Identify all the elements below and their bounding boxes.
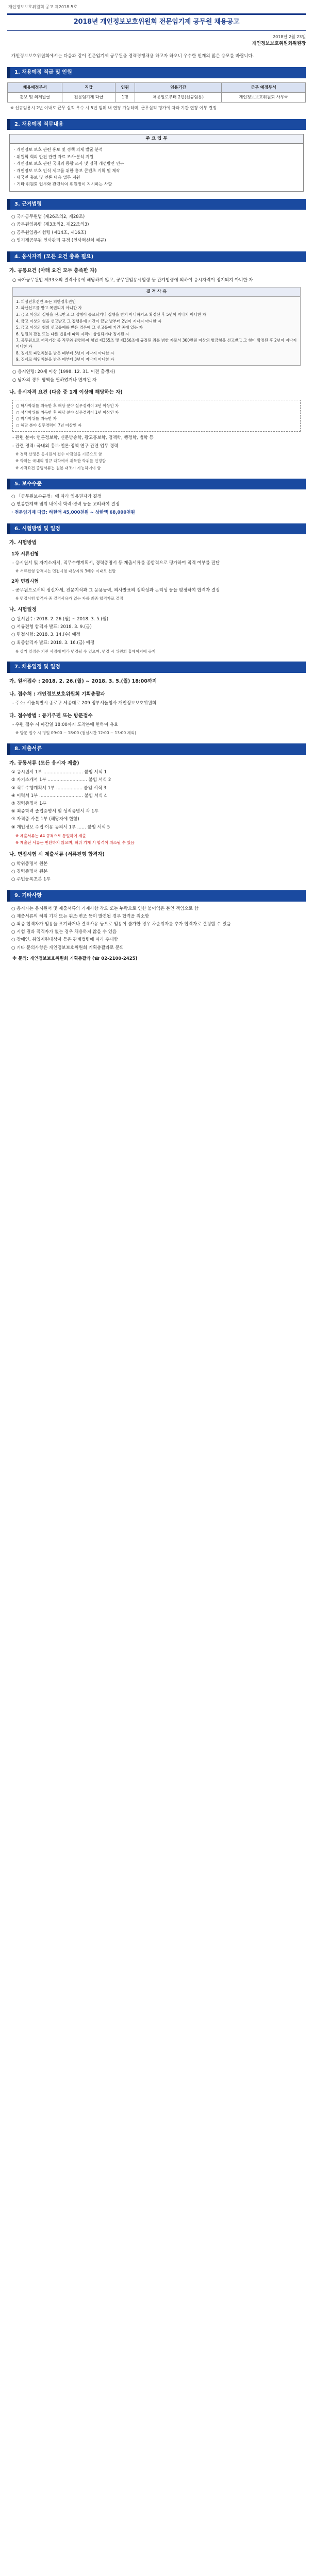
- misc-list: [11, 906, 302, 952]
- notice-date: 2018년 2월 23일: [273, 34, 306, 39]
- misc-item: ○ 기타 문의사항은 개인정보보호위원회 기획총괄과로 문의: [11, 945, 124, 951]
- section-3-header: 3. 근거법령: [7, 199, 306, 210]
- issuing-org: 개인정보보호위원회위원장: [252, 41, 306, 46]
- duty-item: · 개인정보 보호 인식 제고를 위한 홍보 콘텐츠 기획 및 제작: [14, 168, 120, 173]
- apply-sub-a: 가. 원서접수 : 2018. 2. 26.(월) ~ 2018. 3. 5.(월) 18:00까지: [9, 678, 157, 684]
- docs-note: ※ 제출된 서류는 반환하지 않으며, 허위 기재 시 합격이 취소될 수 있음: [15, 840, 135, 845]
- law-list: [11, 214, 302, 244]
- doc-item: ⑧ 개인정보 수집·이용 동의서 1부 …… 붙임 서식 5: [11, 824, 110, 830]
- schedule-item: ○ 서류전형 합격자 발표: 2018. 3. 9.(금): [11, 624, 92, 630]
- salary-item: · 전문임기제 다급: 하한액 45,000천원 ~ 상한액 68,000천원: [11, 510, 135, 515]
- schedule-item: ○ 면접시험: 2018. 3. 14.(수) 예정: [11, 632, 80, 638]
- misc-item: ○ 제출서류의 허위 기재 또는 위조·변조 등이 발견될 경우 합격을 취소함: [11, 913, 150, 919]
- disq-item: 9. 징계로 해임처분을 받은 때부터 3년이 지나지 아니한 자: [16, 357, 114, 362]
- table-header: 인원: [115, 82, 135, 92]
- schedule-list: [11, 616, 302, 647]
- table-note: ※ 신규임용시 2년 이내로 근무 실적 우수 시 5년 범위 내 연장 가능하며, 근무실적 평가에 따라 기간 연장 여부 결정: [10, 106, 217, 111]
- disq-item: 4. 금고 이상의 형을 선고받고 그 집행유예 기간이 끝난 날부터 2년이 지나지 아니한 자: [16, 318, 162, 324]
- disqualification-box: [12, 287, 301, 366]
- section-9-header: 9. 기타사항: [7, 890, 306, 902]
- notice-page: [0, 0, 313, 979]
- s4-age: ○ 응시연령: 20세 이상 (1998. 12. 31. 이전 출생자): [12, 369, 116, 375]
- docs-list: [11, 769, 302, 831]
- salary-item: ○ 연봉한계액 범위 내에서 학력·경력 등을 고려하여 결정: [11, 502, 120, 507]
- table-cell: 전문임기제 다급: [62, 92, 115, 102]
- docs-sub-a: 가. 공통서류 (모든 응시자 제출): [9, 760, 79, 766]
- s4-sub-a: 가. 공통요건 (아래 요건 모두 충족한 자): [9, 268, 97, 274]
- doc-item: ⑤ 경력증명서 1부: [11, 801, 46, 806]
- doc-item: ⑦ 자격증 사본 1부 (해당자에 한함): [11, 817, 79, 822]
- duty-item: · 개인정보 보호 관련 국내외 동향 조사 및 정책 개선방안 연구: [14, 161, 124, 166]
- salary-list: [11, 494, 302, 516]
- table-header: 임용기간: [135, 82, 221, 92]
- table-header: 직급: [62, 82, 115, 92]
- s4-sub-b: 나. 응시자격 요건 (다음 중 1개 이상에 해당하는 자): [9, 389, 123, 396]
- misc-item: ○ 응시자는 응시원서 및 제출서류의 기재사항 착오 또는 누락으로 인한 불이익은 본인 책임으로 함: [11, 906, 199, 911]
- qualification-box: [12, 400, 301, 432]
- misc-item: ○ 장애인, 취업지원대상자 등은 관계법령에 따라 우대함: [11, 937, 118, 943]
- schedule-item: ○ 최종합격자 발표: 2018. 3. 16.(금) 예정: [11, 640, 95, 646]
- s4-military: ○ 남자의 경우 병역을 필하였거나 면제된 자: [12, 378, 97, 383]
- section-8-header: 8. 제출서류: [7, 743, 306, 755]
- duty-box-title: 주 요 업 무: [10, 134, 303, 144]
- apply-address: - 주소: 서울특별시 종로구 세종대로 209 정부서울청사 개인정보보호위원회: [12, 701, 157, 706]
- doc-item: ○ 주민등록초본 1부: [11, 876, 51, 882]
- docs-note: ※ 제출서류는 A4 규격으로 통일하여 제출: [15, 833, 86, 838]
- doc-item: ③ 직무수행계획서 1부 ……………… 붙임 서식 3: [11, 785, 107, 791]
- duty-box: [9, 134, 304, 192]
- duty-item: · 위원회 회의 안건 관련 자료 조사·분석 지원: [14, 154, 94, 159]
- intro-text: 개인정보보호위원회에서는 다음과 같이 전문임기제 공무원을 경력경쟁채용 하고자 하오니 우수한 인재의 많은 응모를 바랍니다.: [11, 53, 254, 59]
- qual-item: ○ 학사학위를 취득한 후 해당 분야 실무경력이 3년 이상인 자: [16, 403, 119, 408]
- exam-sub-b: 나. 시험일정: [9, 607, 37, 613]
- section-4-header: 4. 응시자격 (모든 요건 충족 필요): [7, 251, 306, 263]
- doc-item: ○ 경력증명서 원본: [11, 869, 48, 874]
- title-bar: [7, 13, 306, 30]
- table-header: 채용예정부서: [8, 82, 62, 92]
- qual-item: ○ 해당 분야 실무경력이 7년 이상인 자: [16, 422, 82, 428]
- exam-step-2-note: ※ 면접시험 합격자 중 결격사유가 없는 자를 최종 합격자로 결정: [15, 596, 123, 601]
- exam-step-1-text: - 응시원서 및 자기소개서, 직무수행계획서, 경력증명서 등 제출서류를 종합적으로 평가하여 적격 여부를 판단: [12, 560, 220, 566]
- qual-item: ○ 석사학위를 취득한 후 해당 분야 실무경력이 1년 이상인 자: [16, 410, 119, 415]
- s4-field: - 관련 분야: 언론정보학, 신문방송학, 광고홍보학, 정책학, 행정학, 법학 등: [12, 435, 154, 440]
- s4-note: ※ 학위는 국내외 정규 대학에서 취득한 학위를 인정함: [15, 459, 106, 464]
- exam-step-2: 2차 면접시험: [11, 579, 39, 584]
- apply-sub-c: 다. 접수방법 : 등기우편 또는 방문접수: [9, 713, 93, 719]
- table-cell: 1명: [115, 92, 135, 102]
- disqualification-title: 결 격 사 유: [13, 287, 300, 296]
- table-cell: 홍보 및 의제발굴: [8, 92, 62, 102]
- law-item: ○ 국가공무원법 (제26조의2, 제28조): [11, 214, 85, 220]
- disq-item: 1. 피성년후견인 또는 피한정후견인: [16, 299, 76, 304]
- disq-item: 5. 금고 이상의 형의 선고유예를 받은 경우에 그 선고유예 기간 중에 있는 자: [16, 325, 143, 330]
- exam-step-2-text: - 공무원으로서의 정신자세, 전문지식과 그 응용능력, 의사발표의 정확성과 논리성 등을 평정하여 합격자 결정: [12, 587, 220, 593]
- doc-item: ○ 학위증명서 원본: [11, 861, 48, 867]
- schedule-note: ※ 상기 일정은 기관 사정에 따라 변경될 수 있으며, 변경 시 위원회 홈페이지에 공지: [15, 649, 156, 654]
- law-item: ○ 공무원임용시험령 (제14조, 제16조): [11, 230, 87, 235]
- table-cell: 개인정보보호위원회 사무국: [222, 92, 306, 102]
- recruitment-table: [7, 82, 306, 103]
- duty-item: · 개인정보 보호 관련 홍보 및 정책 의제 발굴·분석: [14, 147, 103, 152]
- section-1-header: 1. 채용예정 직급 및 인원: [7, 67, 306, 78]
- table-row: [8, 92, 306, 102]
- apply-note: ※ 방문 접수 시 평일 09:00 ~ 18:00 (점심시간 12:00 ~ 13:00 제외): [15, 731, 136, 736]
- exam-sub-a: 가. 시험방법: [9, 540, 37, 546]
- page-title: 2018년 개인정보보호위원회 전문임기제 공무원 채용공고: [73, 18, 240, 26]
- schedule-item: ○ 원서접수: 2018. 2. 26.(월) ~ 2018. 3. 5.(월): [11, 617, 109, 622]
- section-2-header: 2. 채용예정 직무내용: [7, 119, 306, 130]
- s4-field2: - 관련 경력: 국내외 홍보·언론·정책 연구 관련 업무 경력: [12, 443, 119, 449]
- doc-item: ⑥ 최종학력 졸업증명서 및 성적증명서 각 1부: [11, 809, 98, 815]
- s4-note: ※ 자격요건 증빙서류는 원본 대조가 가능하여야 함: [15, 466, 101, 471]
- apply-method: - 우편 접수 시 마감일 18:00까지 도착분에 한하여 유효: [12, 722, 119, 728]
- section-5-header: 5. 보수수준: [7, 479, 306, 490]
- law-item: ○ 공무원임용령 (제3조의2, 제22조의3): [11, 222, 89, 228]
- disq-item: 6. 법원의 판결 또는 다른 법률에 따라 자격이 상실되거나 정지된 자: [16, 331, 129, 336]
- misc-item: ○ 시험 결과 적격자가 없는 경우 채용하지 않을 수 있음: [11, 929, 117, 935]
- duty-item: · 대국민 홍보 및 언론 대응 업무 지원: [14, 175, 80, 180]
- table-header: 근무 예정부서: [222, 82, 306, 92]
- docs-interview-list: [11, 861, 302, 884]
- exam-step-1: 1차 서류전형: [11, 551, 39, 557]
- section-7-header: 7. 채용일정 및 일정: [7, 662, 306, 673]
- table-cell: 채용일로부터 2년(신규임용): [135, 92, 221, 102]
- doc-item: ④ 이력서 1부 ………………………… 붙임 서식 4: [11, 793, 107, 799]
- misc-item: ○ 최종 합격자가 임용을 포기하거나 결격사유 등으로 임용이 불가한 경우 차순위자를 추가 합격자로 결정할 수 있음: [11, 922, 231, 927]
- s4-common-text: ○ 국가공무원법 제33조의 결격사유에 해당하지 않고, 공무원임용시험령 등 관계법령에 의하여 응시자격이 정지되지 아니한 자: [12, 278, 253, 283]
- qual-item: ○ 박사학위를 취득한 자: [16, 416, 57, 421]
- doc-item: ② 자기소개서 1부 ……………………… 붙임 서식 2: [11, 777, 111, 783]
- exam-step-1-note: ※ 서류전형 합격자는 면접시험 대상자의 3배수 이내로 선발: [15, 569, 116, 574]
- notice-number: 개인정보보호위원회 공고 제2018-5호: [8, 5, 77, 9]
- contact-line: ※ 문의: 개인정보보호위원회 기획총괄과 (☎ 02-2100-2425): [12, 956, 138, 961]
- disq-item: 8. 징계로 파면처분을 받은 때부터 5년이 지나지 아니한 자: [16, 350, 114, 355]
- duty-item: · 기타 위원회 업무와 관련하여 위원장이 지시하는 사항: [14, 182, 112, 187]
- disq-item: 2. 파산선고를 받고 복권되지 아니한 자: [16, 306, 82, 311]
- disq-item: 3. 금고 이상의 실형을 선고받고 그 집행이 종료되거나 집행을 받지 아니하기로 확정된 후 5년이 지나지 아니한 자: [16, 312, 206, 317]
- apply-sub-b: 나. 접수처 : 개인정보보호위원회 기획총괄과: [9, 691, 105, 697]
- section-6-header: 6. 시험방법 및 일정: [7, 523, 306, 535]
- doc-item: ① 응시원서 1부 ……………………… 붙임 서식 1: [11, 770, 107, 775]
- disq-item: 7. 공무원으로 재직기간 중 직무와 관련하여 형법 제355조 및 제356조에 규정된 죄를 범한 자로서 300만원 이상의 벌금형을 선고받고 그 형이 확정된 후 2년이 지나지 아니한 자: [16, 338, 297, 349]
- s4-note: ※ 경력 산정은 응시원서 접수 마감일을 기준으로 함: [15, 451, 102, 456]
- salary-item: ○ 「공무원보수규정」에 따라 임용권자가 결정: [11, 494, 102, 500]
- docs-sub-b: 나. 면접시험 시 제출서류 (서류전형 합격자): [9, 851, 105, 857]
- law-item: ○ 임기제공무원 인사관리 규정 (인사혁신처 예규): [11, 238, 106, 243]
